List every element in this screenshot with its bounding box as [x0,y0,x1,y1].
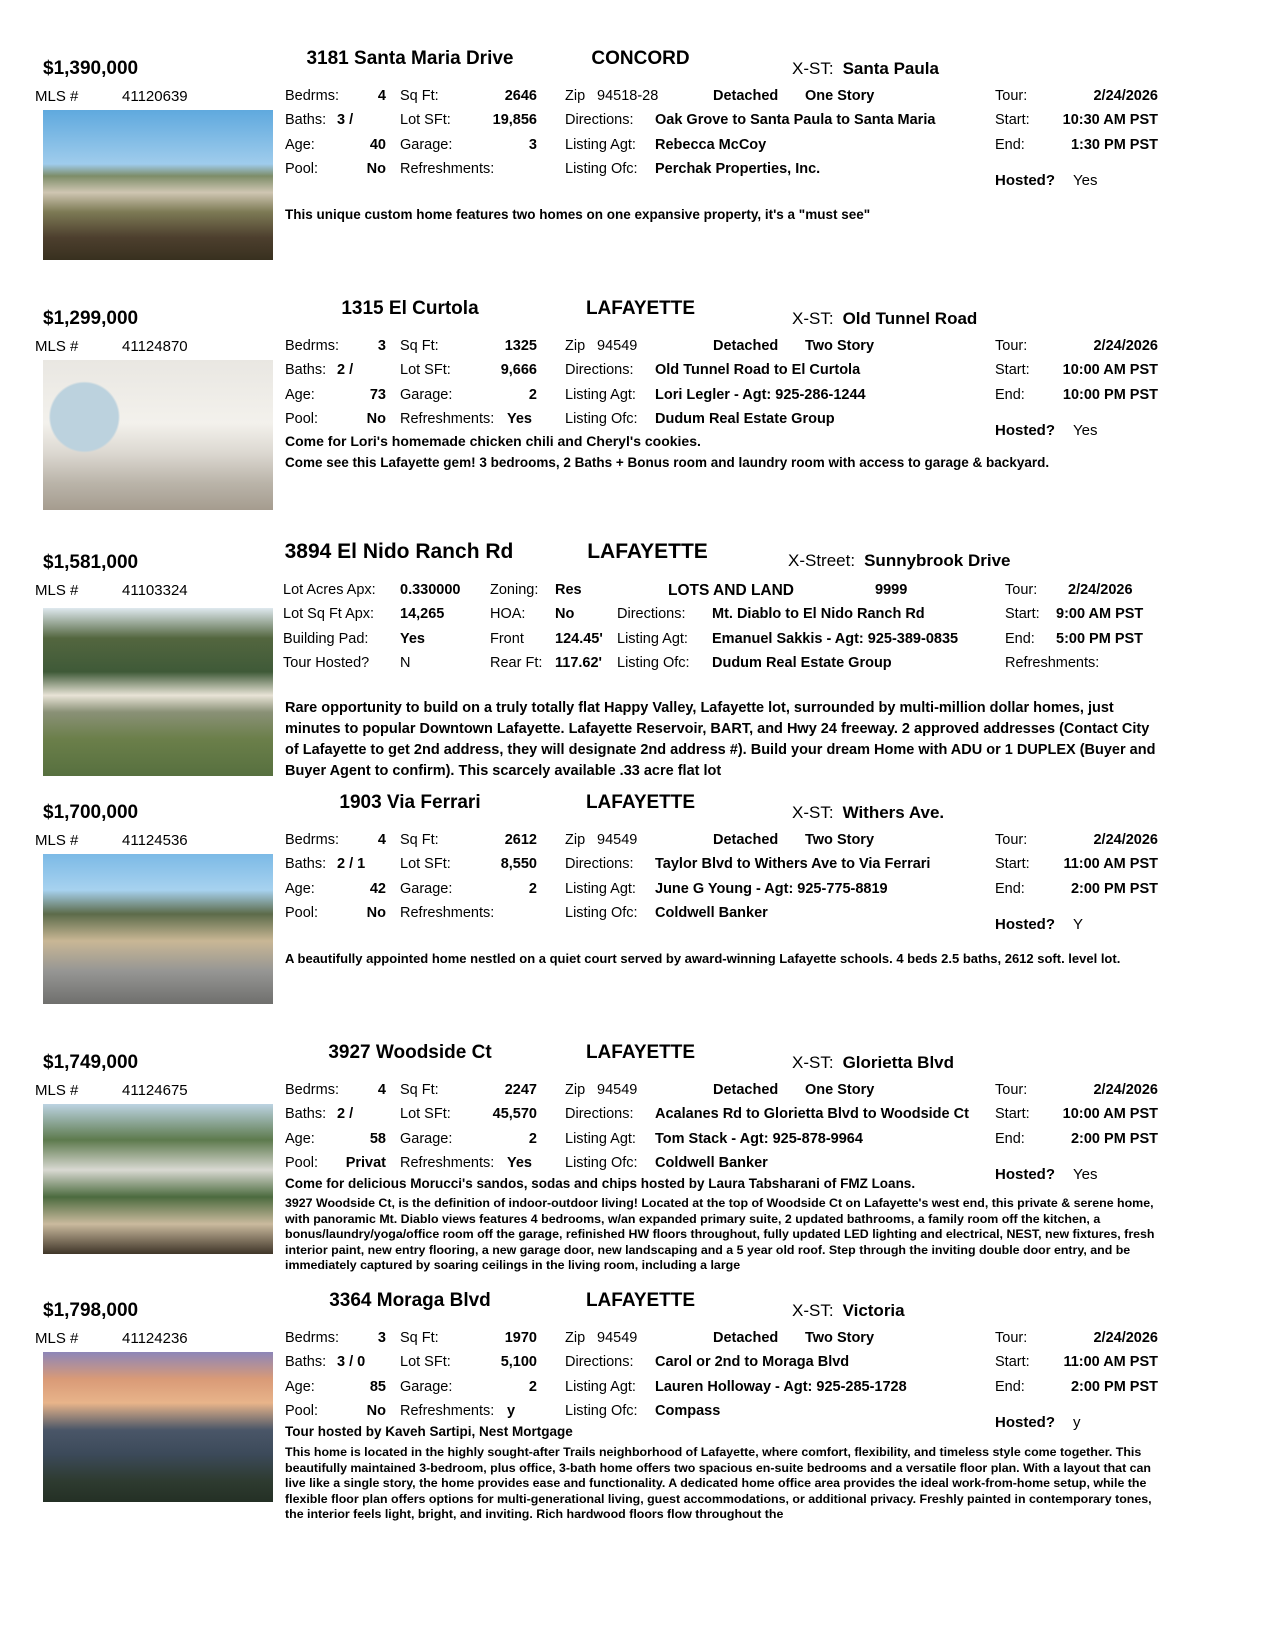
agent-label: Listing Agt: [565,1131,636,1147]
end-time: 10:00 PM PST [1062,387,1158,403]
agent-value: June G Young - Agt: 925-775-8819 [655,881,888,897]
garage-label: Garage: [400,1379,453,1395]
refreshments-label: Refreshments: [400,905,495,921]
bedrooms-value: 4 [377,1082,386,1098]
end-time: 2:00 PM PST [1070,1379,1158,1395]
agent-value: Lori Legler - Agt: 925-286-1244 [655,387,866,403]
listing-photo [43,360,273,510]
baths-value: 3 / [337,112,354,128]
tour-label: Tour: [995,1330,1028,1346]
end-label: End: [1005,631,1035,647]
dwelling-type: Detached [713,88,779,104]
lot-sqft-value: 19,856 [492,112,537,128]
hosted-label: Hosted? [995,172,1055,189]
mls-number: 41103324 [122,582,188,599]
office-value: Compass [655,1403,721,1419]
age-label: Age: [285,1379,315,1395]
cross-street-value: Glorietta Blvd [842,1053,955,1072]
tour-label: Tour: [995,1082,1028,1098]
hoa-label: HOA: [490,606,526,622]
tour-label: Tour: [1005,582,1038,598]
baths-value: 2 / [337,362,354,378]
stories-value: One Story [805,1082,875,1098]
pool-label: Pool: [285,1155,319,1171]
baths-value: 3 / 0 [337,1354,366,1370]
tour-date: 2/24/2026 [1093,1082,1158,1098]
cross-street-label: X-ST: [792,309,834,328]
sqft-label: Sq Ft: [400,832,439,848]
listing-remark: This unique custom home features two homes on one expansive property, it's a "must see" [285,207,871,222]
directions-label: Directions: [565,856,634,872]
zip-label: Zip [565,338,586,354]
hosted-value: Yes [1073,1166,1098,1183]
lot-sqft-value: 8,550 [500,856,537,872]
age-label: Age: [285,1131,315,1147]
property-category: LOTS AND LAND [668,582,794,599]
lot-sqft-label: Lot SFt: [400,1106,451,1122]
dwelling-type: Detached [713,1330,779,1346]
zip-value: 94518-28 [597,88,659,104]
tour-label: Tour: [995,338,1028,354]
listing-photo [43,110,273,260]
office-value: Dudum Real Estate Group [712,655,892,671]
pool-label: Pool: [285,161,319,177]
mls-label: MLS # [35,582,79,599]
listing-remark: Come for Lori's homemade chicken chili and Cheryl's cookies. [285,433,701,449]
hosted-label: Hosted? [995,1414,1055,1431]
stories-value: One Story [805,88,875,104]
lot-sqft-label: Lot SFt: [400,112,451,128]
listing-city: CONCORD [591,48,690,69]
directions-value: Taylor Blvd to Withers Ave to Via Ferrari [655,856,931,872]
zoning-value: Res [555,582,582,598]
directions-label: Directions: [565,1354,634,1370]
agent-label: Listing Agt: [617,631,688,647]
start-time: 10:00 AM PST [1062,362,1158,378]
mls-label: MLS # [35,832,79,849]
stories-value: Two Story [805,338,875,354]
listing-remark: Come see this Lafayette gem! 3 bedrooms, 2 Baths + Bonus room and laundry room with access to garage & backyard. [285,455,1050,470]
sqft-value: 1970 [504,1330,537,1346]
directions-value: Acalanes Rd to Glorietta Blvd to Woodside Ct [655,1106,969,1122]
category-code: 9999 [875,582,908,598]
sqft-value: 2247 [504,1082,537,1098]
lot-sqft-label: Lot SFt: [400,856,451,872]
hosted-value: Yes [1073,422,1098,439]
listing-remark: Tour hosted by Kaveh Sartipi, Nest Mortgage [285,1424,573,1439]
directions-value: Old Tunnel Road to El Curtola [655,362,861,378]
baths-value: 2 / 1 [337,856,366,872]
age-label: Age: [285,881,315,897]
cross-street-value: Santa Paula [842,59,939,78]
office-label: Listing Ofc: [565,161,638,177]
dwelling-type: Detached [713,338,779,354]
bedrooms-value: 3 [377,1330,386,1346]
cross-street-value: Sunnybrook Drive [864,551,1011,570]
start-label: Start: [995,362,1030,378]
garage-label: Garage: [400,881,453,897]
mls-number: 41124675 [122,1082,188,1099]
age-value: 42 [369,881,386,897]
building-pad-label: Building Pad: [283,631,369,647]
cross-street-label: X-ST: [792,1301,834,1320]
listing-price: $1,581,000 [43,552,139,573]
listing-remark: A beautifully appointed home nestled on a quiet court served by award-winning Lafayette schools. 4 beds 2.5 baths, 2612 soft. level lot. [285,951,1121,966]
start-label: Start: [995,1354,1030,1370]
hosted-value: y [1073,1414,1081,1431]
tour-date: 2/24/2026 [1093,338,1158,354]
cross-street-label: X-ST: [792,803,834,822]
zip-value: 94549 [597,832,638,848]
refreshments-label: Refreshments: [400,1155,495,1171]
listing-price: $1,700,000 [43,802,139,823]
garage-value: 2 [528,1131,537,1147]
pool-label: Pool: [285,411,319,427]
baths-value: 2 / [337,1106,354,1122]
refreshments-label: Refreshments: [400,161,495,177]
listing-price: $1,749,000 [43,1052,139,1073]
cross-street-label: X-Street: [788,551,856,570]
bedrooms-value: 3 [377,338,386,354]
end-time: 2:00 PM PST [1070,881,1158,897]
garage-value: 3 [528,137,537,153]
agent-label: Listing Agt: [565,137,636,153]
baths-label: Baths: [285,1354,327,1370]
lot-sqft-label: Lot SFt: [400,362,451,378]
baths-label: Baths: [285,112,327,128]
start-time: 10:00 AM PST [1062,1106,1158,1122]
office-value: Coldwell Banker [655,905,768,921]
mls-number: 41124536 [122,832,188,849]
refreshments-value: Yes [507,411,532,427]
agent-value: Rebecca McCoy [655,137,767,153]
listing-price: $1,390,000 [43,58,139,79]
listing-city: LAFAYETTE [585,1042,696,1063]
mls-label: MLS # [35,338,79,355]
hosted-value: Yes [1073,172,1098,189]
cross-street [792,1301,905,1321]
office-value: Coldwell Banker [655,1155,768,1171]
listing-address: 1315 El Curtola [341,298,479,319]
sqft-label: Sq Ft: [400,338,439,354]
mls-number: 41120639 [122,88,188,105]
lot-sqft-apx-label: Lot Sq Ft Apx: [283,606,375,622]
refreshments-label: Refreshments: [400,411,495,427]
pool-label: Pool: [285,1403,319,1419]
garage-value: 2 [528,1379,537,1395]
directions-value: Mt. Diablo to El Nido Ranch Rd [712,606,925,622]
tour-label: Tour: [995,88,1028,104]
refreshments-label: Refreshments: [1005,655,1100,671]
listing-city: LAFAYETTE [587,540,708,563]
cross-street-label: X-ST: [792,1053,834,1072]
listing-address: 1903 Via Ferrari [339,792,481,813]
garage-value: 2 [528,881,537,897]
lot-sqft-apx-value: 14,265 [400,606,445,622]
bedrooms-label: Bedrms: [285,338,339,354]
tour-date: 2/24/2026 [1068,582,1133,598]
age-value: 85 [369,1379,386,1395]
dwelling-type: Detached [713,832,779,848]
directions-label: Directions: [565,112,634,128]
sqft-value: 2646 [504,88,537,104]
pool-value: Privat [345,1155,386,1171]
start-label: Start: [1005,606,1040,622]
mls-number: 41124870 [122,338,188,355]
garage-value: 2 [528,387,537,403]
directions-value: Carol or 2nd to Moraga Blvd [655,1354,850,1370]
tour-date: 2/24/2026 [1093,1330,1158,1346]
sqft-value: 2612 [504,832,537,848]
start-label: Start: [995,856,1030,872]
bedrooms-label: Bedrms: [285,88,339,104]
front-value: 124.45' [555,631,603,647]
end-time: 2:00 PM PST [1070,1131,1158,1147]
listing-city: LAFAYETTE [585,1290,696,1311]
tour-hosted-label: Tour Hosted? [283,655,370,671]
baths-label: Baths: [285,362,327,378]
end-time: 1:30 PM PST [1070,137,1158,153]
listing-address: 3927 Woodside Ct [328,1042,492,1063]
lot-sqft-value: 5,100 [500,1354,537,1370]
hosted-label: Hosted? [995,1166,1055,1183]
stories-value: Two Story [805,832,875,848]
cross-street-value: Withers Ave. [842,803,945,822]
cross-street [792,309,977,329]
end-label: End: [995,1379,1025,1395]
end-label: End: [995,881,1025,897]
listing-photo [43,608,273,776]
age-label: Age: [285,137,315,153]
office-label: Listing Ofc: [565,411,638,427]
rear-ft-label: Rear Ft: [490,655,543,671]
start-label: Start: [995,1106,1030,1122]
office-label: Listing Ofc: [565,1403,638,1419]
pool-value: No [366,1403,386,1419]
cross-street-value: Victoria [842,1301,905,1320]
garage-label: Garage: [400,387,453,403]
refreshments-label: Refreshments: [400,1403,495,1419]
agent-value: Emanuel Sakkis - Agt: 925-389-0835 [712,631,959,647]
zip-label: Zip [565,1082,586,1098]
cross-street [792,59,939,79]
zip-label: Zip [565,88,586,104]
hoa-value: No [555,606,575,622]
agent-label: Listing Agt: [565,1379,636,1395]
agent-value: Lauren Holloway - Agt: 925-285-1728 [655,1379,907,1395]
lot-sqft-value: 45,570 [492,1106,537,1122]
mls-label: MLS # [35,1330,79,1347]
pool-value: No [366,411,386,427]
listing-photo [43,854,273,1004]
start-time: 10:30 AM PST [1062,112,1158,128]
mls-label: MLS # [35,88,79,105]
baths-label: Baths: [285,1106,327,1122]
stories-value: Two Story [805,1330,875,1346]
pool-label: Pool: [285,905,319,921]
bedrooms-value: 4 [377,88,386,104]
tour-date: 2/24/2026 [1093,832,1158,848]
listing-address: 3181 Santa Maria Drive [306,48,514,69]
cross-street-value: Old Tunnel Road [842,309,978,328]
zoning-label: Zoning: [490,582,539,598]
sqft-value: 1325 [504,338,537,354]
end-label: End: [995,1131,1025,1147]
front-label: Front [490,631,524,647]
agent-label: Listing Agt: [565,881,636,897]
lot-acres-value: 0.330000 [400,582,461,598]
age-value: 58 [369,1131,386,1147]
zip-value: 94549 [597,338,638,354]
listing-address: 3894 El Nido Ranch Rd [284,540,514,563]
sqft-label: Sq Ft: [400,1082,439,1098]
office-label: Listing Ofc: [565,905,638,921]
tour-date: 2/24/2026 [1093,88,1158,104]
mls-label: MLS # [35,1082,79,1099]
zip-value: 94549 [597,1330,638,1346]
building-pad-value: Yes [400,631,425,647]
cross-street-label: X-ST: [792,59,834,78]
zip-label: Zip [565,1330,586,1346]
cross-street [792,803,944,823]
age-value: 73 [369,387,386,403]
listing-description: This home is located in the highly sought-after Trails neighborhood of Lafayette, where comfort, flexibility, and timeless style come together. This beautifully maintained 3-bedroom, plus office, 3-bath home offers two spacious en-suite bedrooms and a versatile floor plan. With a layout that can live like a single story, the home provides ease and functionality. A dedicated home office area provides the ideal work-from-home setup, while the flexible floor plan offers options for multi-generational living, guest accommodations, or additional privacy. Freshly painted in contemporary tones, the interior feels light, bright, and inviting. Rich hardwood floors flow throughout the [285,1445,1152,1522]
start-time: 9:00 AM PST [1056,606,1144,622]
directions-label: Directions: [617,606,686,622]
office-value: Dudum Real Estate Group [655,411,835,427]
tour-hosted-value: N [400,655,411,671]
lot-sqft-label: Lot SFt: [400,1354,451,1370]
agent-label: Listing Agt: [565,387,636,403]
cross-street [792,1053,954,1073]
refreshments-value: Yes [507,1155,532,1171]
garage-label: Garage: [400,1131,453,1147]
lot-acres-label: Lot Acres Apx: [283,582,376,598]
listing-city: LAFAYETTE [585,792,696,813]
start-time: 11:00 AM PST [1063,856,1158,872]
baths-label: Baths: [285,856,327,872]
listing-remark: Come for delicious Morucci's sandos, sodas and chips hosted by Laura Tabsharani of FMZ Loans. [285,1176,916,1191]
rear-ft-value: 117.62' [555,655,602,671]
pool-value: No [366,161,386,177]
hosted-label: Hosted? [995,422,1055,439]
zip-value: 94549 [597,1082,638,1098]
zip-label: Zip [565,832,586,848]
agent-value: Tom Stack - Agt: 925-878-9964 [655,1131,863,1147]
listing-description: 3927 Woodside Ct, is the definition of indoor-outdoor living! Located at the top of Woodside Ct on Lafayette's west end, this private & serene home, with panoramic Mt. Diablo views features 4 bedrooms, w/an expanded primary suite, 2 updated bathrooms, a family room off the kitchen, a bonus/laundry/yoga/office room off the garage, refinished HW floors throughout, fully updated LED lighting and electrical, NEST, new fixtures, fresh interior paint, new entry flooring, a new garage door, new landscaping and a 5 year old roof. Step through the inviting double door entry, and be immediately captured by soaring ceilings in the living room, including a large [285,1196,1155,1273]
start-time: 11:00 AM PST [1063,1354,1158,1370]
office-label: Listing Ofc: [617,655,690,671]
bedrooms-label: Bedrms: [285,1330,339,1346]
listing-address: 3364 Moraga Blvd [329,1290,491,1311]
bedrooms-label: Bedrms: [285,832,339,848]
listing-city: LAFAYETTE [585,298,696,319]
listing-price: $1,798,000 [43,1300,139,1321]
pool-value: No [366,905,386,921]
hosted-value: Y [1073,916,1084,933]
end-label: End: [995,387,1025,403]
refreshments-value: y [507,1403,516,1419]
sqft-label: Sq Ft: [400,1330,439,1346]
garage-label: Garage: [400,137,453,153]
bedrooms-value: 4 [377,832,386,848]
directions-value: Oak Grove to Santa Paula to Santa Maria [655,112,936,128]
tour-label: Tour: [995,832,1028,848]
end-label: End: [995,137,1025,153]
cross-street [788,551,1011,571]
office-value: Perchak Properties, Inc. [655,161,821,177]
end-time: 5:00 PM PST [1056,631,1144,647]
age-value: 40 [369,137,386,153]
listing-price: $1,299,000 [43,308,139,329]
sqft-label: Sq Ft: [400,88,439,104]
listing-photo [43,1352,273,1502]
dwelling-type: Detached [713,1082,779,1098]
lot-sqft-value: 9,666 [500,362,537,378]
bedrooms-label: Bedrms: [285,1082,339,1098]
directions-label: Directions: [565,362,634,378]
directions-label: Directions: [565,1106,634,1122]
start-label: Start: [995,112,1030,128]
mls-number: 41124236 [122,1330,188,1347]
age-label: Age: [285,387,315,403]
office-label: Listing Ofc: [565,1155,638,1171]
hosted-label: Hosted? [995,916,1055,933]
listing-description: Rare opportunity to build on a truly totally flat Happy Valley, Lafayette lot, surrounded by multi-million dollar homes, just minutes to popular Downtown Lafayette. Lafayette Reservoir, BART, and Hwy 24 freeway. 2 approved addresses (Contact City of Lafayette to get 2nd address, they will designate 2nd address #). Build your dream Home with ADU or 1 DUPLEX (Buyer and Buyer Agent to confirm). This scarcely available .33 acre flat lot [285,700,1156,779]
listing-photo [43,1104,273,1254]
